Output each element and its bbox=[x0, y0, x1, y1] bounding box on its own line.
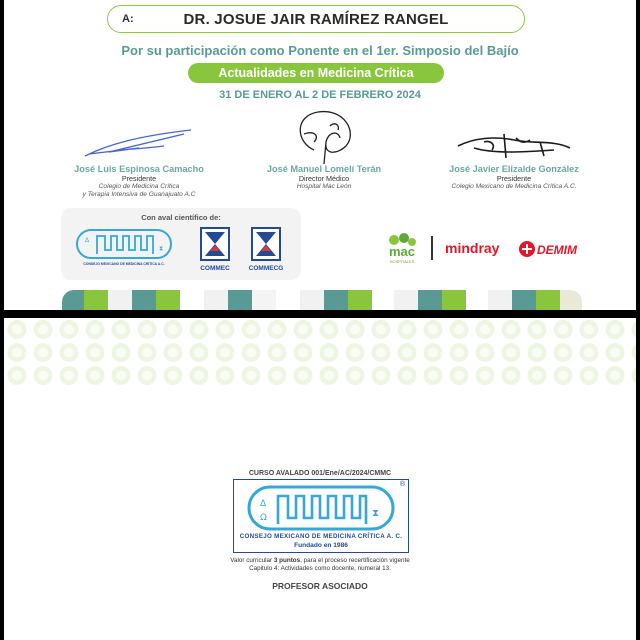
svg-text:⧗: ⧗ bbox=[159, 245, 164, 252]
valor-curricular bbox=[4, 557, 636, 573]
stripe-block bbox=[324, 290, 348, 310]
stripe-block bbox=[348, 290, 372, 310]
valor-points: 3 puntos bbox=[273, 557, 301, 564]
commecg-logo bbox=[245, 226, 287, 274]
signatory-3-role: Presidente bbox=[496, 174, 532, 183]
stripe-block bbox=[560, 290, 582, 310]
stripe-block bbox=[204, 290, 228, 310]
demim-logo-text: DEMIM bbox=[537, 243, 577, 257]
stripe-block bbox=[132, 290, 156, 310]
participation-text: Por su participación como Ponente en el 1er. Simposio del Bajío bbox=[121, 43, 519, 58]
signatory-3-org: Colegio Mexicano de Medicina Crítica A.C. bbox=[451, 183, 577, 190]
signature-1-image bbox=[79, 122, 199, 164]
signatory-1-role: Presidente bbox=[121, 174, 157, 183]
sponsor-divider bbox=[431, 236, 433, 260]
stripe-block bbox=[488, 290, 512, 310]
svg-text:Ω: Ω bbox=[260, 513, 267, 523]
event-title: Actualidades en Medicina Crítica bbox=[188, 63, 444, 83]
curso-avalado: CURSO AVALADO 001/Ene/AC/2024/CMMC bbox=[248, 470, 392, 477]
signature-3-image bbox=[454, 130, 574, 164]
cmmc-seal bbox=[233, 479, 409, 553]
signature-block-2 bbox=[244, 106, 404, 191]
recipient-name: DR. JOSUE JAIR RAMÍREZ RANGEL bbox=[183, 11, 449, 28]
valor-prefix: Valor curricular bbox=[230, 557, 274, 564]
mac-logo-caption: HOSPITALES bbox=[389, 259, 415, 264]
profesor-title: PROFESOR ASOCIADO bbox=[272, 581, 368, 591]
signature-block-1 bbox=[59, 122, 219, 199]
stripe-block bbox=[512, 290, 536, 310]
event-dates: 31 DE ENERO AL 2 DE FEBRERO 2024 bbox=[219, 89, 421, 101]
svg-text:Δ: Δ bbox=[260, 499, 267, 509]
aval-label: Con aval científico de: bbox=[141, 213, 221, 222]
mindray-logo: mindray bbox=[445, 240, 500, 256]
recipient-prefix: A: bbox=[122, 13, 134, 25]
stripe-block bbox=[418, 290, 442, 310]
cmmc-seal-logo bbox=[246, 484, 396, 532]
registered-mark: ® bbox=[399, 481, 405, 488]
circle-pattern-decoration bbox=[4, 318, 636, 388]
svg-text:⧗: ⧗ bbox=[372, 508, 380, 519]
stripe-block bbox=[394, 290, 418, 310]
signatory-1-org-line2: y Terapia Intensiva de Guanajuato A.C bbox=[82, 191, 196, 198]
stripe-block bbox=[536, 290, 560, 310]
consejo-name: CONSEJO MEXICANO DE MEDICINA CRÍTICA A. C. bbox=[239, 533, 403, 540]
stripe-block bbox=[252, 290, 276, 310]
signatory-1-name: José Luis Espinosa Camacho bbox=[74, 164, 204, 174]
mac-hospitales-logo bbox=[378, 232, 426, 266]
demim-logo bbox=[518, 238, 588, 260]
signatory-1-org: Colegio de Medicina Crítica bbox=[98, 183, 180, 190]
signatory-2-name: José Manuel Lomelí Terán bbox=[266, 164, 382, 174]
stripe-block bbox=[108, 290, 132, 310]
commecg-label: COMMECG bbox=[248, 265, 284, 272]
valor-suffix: , para el proceso recertificación vigente bbox=[300, 557, 410, 564]
signatory-2-role: Director Médico bbox=[298, 174, 350, 183]
cmmc-logo bbox=[75, 228, 173, 268]
stripe-block bbox=[300, 290, 324, 310]
recipient-box bbox=[107, 5, 525, 33]
capitulo-text: Capitulo 4: Actividades como docente, numeral 13. bbox=[249, 565, 391, 572]
certificate-back bbox=[4, 318, 636, 640]
scientific-endorsement-box bbox=[61, 208, 301, 280]
signatory-3-name: José Javier Elizalde González bbox=[449, 164, 579, 174]
stripe-block bbox=[156, 290, 180, 310]
signature-2-image bbox=[284, 106, 364, 164]
stripe-block bbox=[84, 290, 108, 310]
signatory-2-org: Hospital Mac León bbox=[296, 183, 352, 190]
certificate-front bbox=[4, 0, 636, 310]
svg-text:Δ: Δ bbox=[85, 237, 90, 244]
mac-logo-text: mac bbox=[388, 244, 416, 259]
commec-logo bbox=[195, 226, 235, 274]
fundado-text: Fundado en 1986 bbox=[294, 542, 348, 549]
stripe-block bbox=[228, 290, 252, 310]
stripe-block bbox=[442, 290, 466, 310]
cmmc-logo-caption: CONSEJO MEXICANO DE MEDICINA CRÍTICA A.C. bbox=[83, 262, 165, 266]
commec-label: COMMEC bbox=[200, 265, 230, 272]
signature-block-3 bbox=[429, 130, 599, 191]
